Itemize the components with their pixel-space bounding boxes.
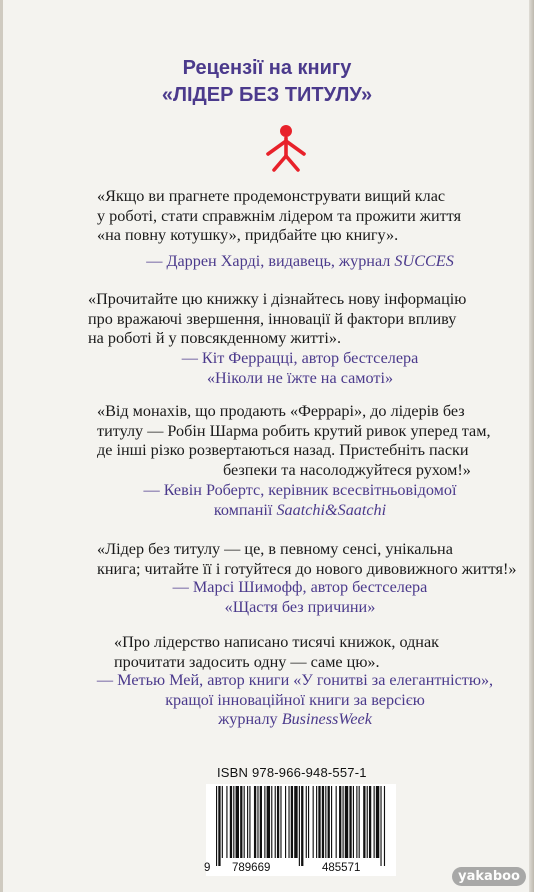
barcode-bar (359, 786, 360, 858)
barcode-bar (339, 786, 341, 858)
barcode-bar (343, 786, 344, 858)
barcode-bar (308, 786, 309, 858)
review-1-attribution: — Даррен Харді, видавець, журнал SUCCES (146, 252, 454, 270)
barcode-bar (380, 786, 381, 866)
barcode-bar (226, 786, 227, 858)
barcode-bar (233, 786, 234, 858)
barcode-bar (236, 786, 239, 858)
person-figure-icon (263, 124, 309, 172)
barcode-bar (285, 786, 286, 858)
header-title-line1: Рецензії на книгу (182, 57, 352, 79)
barcode (212, 786, 390, 868)
review-3-quote: «Від монахів, що продають «Феррарі», до лідерів без титулу — Робін Шарма робить крутий ривок уперед там, де інші різко розвертаються назад. Пристебніть паски безпеки та насолоджуйтеся рухом!» (97, 402, 491, 479)
barcode-bar (277, 786, 279, 858)
barcode-bar (244, 786, 245, 858)
barcode-bar (291, 786, 293, 858)
barcode-bar (363, 786, 365, 858)
barcode-bar (222, 786, 223, 858)
barcode-bar (322, 786, 324, 858)
barcode-bar (280, 786, 281, 858)
review-3-attribution: — Кевін Робертс, керівник всесвітньовідомої компанії Saatchi&Saatchi (143, 481, 457, 519)
barcode-bar (374, 786, 375, 858)
barcode-bar (353, 786, 354, 858)
barcode-bar (294, 786, 297, 858)
review-2-quote: «Прочитайте цю книжку і дізнайтесь нову інформацію про вражаючі звершення, інновації й фактори впливу на роботі й у повсякденному житті». (88, 290, 467, 347)
barcode-bar (384, 786, 385, 866)
page-edge-right (529, 0, 534, 892)
barcode-bar (264, 786, 265, 858)
review-4-quote: «Лідер без титулу — це, в певному сенсі, унікальна книга; читайте її і готуйтеся до нового дивовижного життя!» (97, 540, 517, 578)
barcode-bar (230, 786, 232, 858)
barcode-bar (254, 786, 256, 858)
page-edge-left (0, 0, 3, 892)
barcode-bar (367, 786, 368, 858)
yakaboo-watermark: yakaboo (452, 867, 526, 886)
review-5-quote: «Про лідерство написано тисячі книжок, однак прочитати задосить одну — саме цю». (114, 633, 440, 671)
barcode-digits-left: 789669 (232, 862, 271, 874)
review-4-attribution: — Марсі Шимофф, автор бестселера «Щастя без причини» (172, 578, 428, 616)
review-1-quote: «Якщо ви прагнете продемонструвати вищий клас у роботі, стати справжнім лідером та прожити життя «на повну котушку», придбайте цю книгу». (97, 187, 462, 244)
barcode-digit-first: 9 (204, 862, 211, 874)
barcode-bar (306, 786, 307, 858)
barcode-bar (301, 786, 303, 866)
barcode-bar (267, 786, 270, 858)
barcode-bar (325, 786, 326, 858)
barcode-bar (257, 786, 258, 858)
barcode-digits-right: 485571 (322, 862, 361, 874)
barcode-bar (318, 786, 320, 858)
isbn-number: ISBN 978-966-948-557-1 (217, 765, 367, 780)
barcode-bar (345, 786, 348, 858)
barcode-bar (247, 786, 248, 858)
barcode-bar (271, 786, 272, 858)
barcode-bar (356, 786, 357, 858)
barcode-bar (288, 786, 289, 858)
barcode-bar (316, 786, 317, 858)
barcode-bar (328, 786, 330, 858)
barcode-bar (240, 786, 242, 858)
barcode-bar (376, 786, 379, 858)
review-2-attribution: — Кіт Ферраццi, автор бестселера «Ніколи не їжте на самоті» (181, 349, 419, 387)
barcode-bar (336, 786, 337, 858)
barcode-bar (313, 786, 314, 858)
barcode-bar (216, 786, 217, 866)
barcode-bar (299, 786, 300, 866)
barcode-bar (275, 786, 276, 858)
barcode-bar (369, 786, 371, 858)
barcode-bar (349, 786, 351, 858)
review-5-attribution: — Метью Мей, автор книги «У гонитві за елегантністю», кращої інноваційної книги за версією журналу BusinessWeek (96, 671, 494, 728)
barcode-bar (331, 786, 332, 858)
barcode-bar (249, 786, 250, 858)
barcode-bar (218, 786, 220, 866)
header-title-line2: «ЛІДЕР БЕЗ ТИТУЛУ» (161, 84, 373, 106)
barcode-bar (260, 786, 262, 858)
